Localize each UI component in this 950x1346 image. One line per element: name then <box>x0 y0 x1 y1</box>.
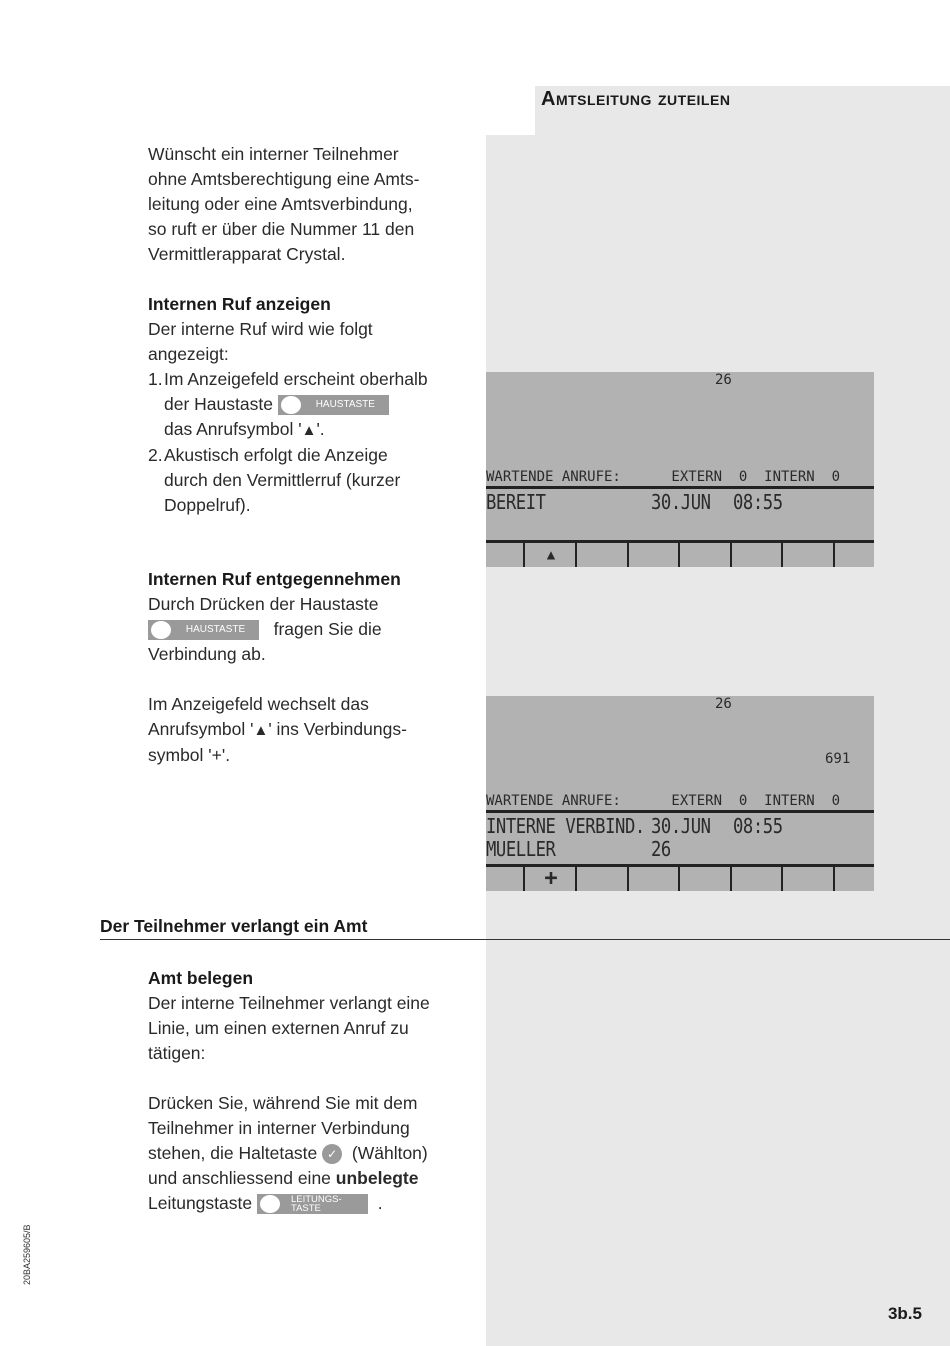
lcd-extension-number: 691 <box>825 751 851 767</box>
text-line: symbol '+'. <box>148 745 231 765</box>
softkey-divider <box>833 543 835 567</box>
text-line: Der interne Teilnehmer verlangt eine <box>148 993 430 1013</box>
key-label <box>291 1195 364 1213</box>
text-fragment: (Wählton) <box>351 1143 428 1163</box>
text-line: Linie, um einen externen Anruf zu <box>148 1018 409 1038</box>
text-line: durch den Vermittlerruf (kurzer <box>164 470 401 490</box>
text-line <box>148 1166 468 1191</box>
lcd-main-text: INTERNE VERBIND. <box>486 814 645 838</box>
intro-line: ohne Amtsberechtigung eine Amts- <box>148 169 420 189</box>
lcd-softkey-row <box>486 864 874 891</box>
text-line <box>148 717 468 743</box>
haustaste-key <box>148 620 259 640</box>
lcd-display-incoming-call <box>486 372 874 567</box>
list-item <box>148 443 468 518</box>
softkey-divider <box>730 867 732 891</box>
blank-line <box>148 667 468 692</box>
section-heading: Internen Ruf anzeigen <box>148 294 331 314</box>
key-label-line: LEITUNGS- <box>290 1194 342 1206</box>
text-line: tätigen: <box>148 1043 206 1063</box>
lcd-top-number: 26 <box>715 696 732 712</box>
text-fragment: Leitungstaste <box>148 1193 253 1213</box>
section-accept-internal-call <box>148 567 468 768</box>
bell-icon: ▲ <box>546 547 556 563</box>
text-line: Durch Drücken der Haustaste <box>148 594 379 614</box>
intro-line: so ruft er über die Nummer 11 den <box>148 219 415 239</box>
text-line: angezeigt: <box>148 344 229 364</box>
text-fragment: fragen Sie die <box>273 619 382 639</box>
section-heading: Internen Ruf entgegennehmen <box>148 569 401 589</box>
softkey-divider <box>575 867 577 891</box>
lcd-caller-number: 26 <box>651 837 671 861</box>
section-heading: Amt belegen <box>148 968 254 988</box>
bell-icon: ▲ <box>301 422 317 439</box>
intro-line: Vermittlerapparat Crystal. <box>148 244 346 264</box>
lcd-date: 30.JUN <box>651 814 711 838</box>
softkey-divider <box>833 867 835 891</box>
page-title: Amtsleitung zuteilen <box>541 88 731 110</box>
lcd-display-internal-connection <box>486 696 874 891</box>
page-number: 3b.5 <box>887 1304 922 1323</box>
text-line: Doppelruf). <box>164 495 251 515</box>
text-line: Verbindung ab. <box>148 644 266 664</box>
section-divider <box>100 939 950 940</box>
text-line: Akustisch erfolgt die Anzeige <box>164 445 388 465</box>
intro-paragraph <box>148 142 419 267</box>
key-circle <box>281 396 301 414</box>
text-line <box>164 417 468 443</box>
lcd-caller-name: MUELLER <box>486 837 556 861</box>
text-fragment: der Haustaste <box>164 394 273 414</box>
key-label: HAUSTASTE <box>185 624 246 636</box>
text-fragment: stehen, die Haltetaste <box>148 1143 318 1163</box>
lcd-softkey-row <box>486 540 874 567</box>
section-internal-call-display <box>148 292 468 518</box>
haustaste-key <box>278 395 389 415</box>
lcd-time: 08:55 <box>733 490 783 514</box>
text-fragment: und anschliessend eine <box>148 1168 331 1188</box>
lcd-status-line: WARTENDE ANRUFE: EXTERN 0 INTERN 0 <box>486 793 841 809</box>
text-line: Im Anzeigefeld erscheint oberhalb <box>164 369 428 389</box>
plus-icon: + <box>544 866 558 891</box>
list-item <box>148 367 468 443</box>
softkey-divider <box>627 867 629 891</box>
lcd-status-line: WARTENDE ANRUFE: EXTERN 0 INTERN 0 <box>486 469 841 485</box>
section-seize-line <box>148 966 468 1216</box>
document-code: 20BA259605/B <box>22 1224 32 1285</box>
lcd-date: 30.JUN <box>651 490 711 514</box>
text-line <box>148 617 468 642</box>
text-line <box>148 1141 468 1166</box>
list-number: 2. <box>148 445 163 465</box>
key-circle <box>260 1195 280 1213</box>
hold-key-icon: ✓ <box>322 1144 342 1164</box>
softkey-divider <box>627 543 629 567</box>
softkey-divider <box>575 543 577 567</box>
text-fragment: '. <box>316 419 325 439</box>
lcd-main-text: BEREIT <box>486 490 546 514</box>
softkey-divider <box>678 543 680 567</box>
softkey-divider <box>781 543 783 567</box>
text-line <box>148 1191 468 1216</box>
lcd-separator <box>486 810 874 813</box>
lcd-time: 08:55 <box>733 814 783 838</box>
softkey-divider <box>678 867 680 891</box>
text-line: Im Anzeigefeld wechselt das <box>148 694 369 714</box>
intro-line: Wünscht ein interner Teilnehmer <box>148 144 399 164</box>
softkey-divider <box>523 867 525 891</box>
lcd-top-number: 26 <box>715 372 732 388</box>
text-line: Der interne Ruf wird wie folgt <box>148 319 373 339</box>
softkey-divider <box>781 867 783 891</box>
text-fragment: das Anrufsymbol ' <box>164 419 302 439</box>
bell-icon: ▲ <box>253 722 269 739</box>
text-line <box>164 392 468 417</box>
intro-line: leitung oder eine Amtsverbindung, <box>148 194 413 214</box>
text-line: Teilnehmer in interner Verbindung <box>148 1118 410 1138</box>
text-fragment: . <box>377 1193 383 1213</box>
key-label-line: TASTE <box>290 1203 321 1215</box>
softkey-divider <box>730 543 732 567</box>
blank-line <box>148 1066 468 1091</box>
text-line: Drücken Sie, während Sie mit dem <box>148 1093 418 1113</box>
emphasis: unbelegte <box>335 1168 419 1188</box>
key-label: HAUSTASTE <box>315 399 375 411</box>
leitungstaste-key <box>257 1194 368 1214</box>
text-fragment: Anrufsymbol ' <box>148 719 254 739</box>
key-circle <box>151 621 171 639</box>
softkey-divider <box>523 543 525 567</box>
text-fragment: ' ins Verbindungs- <box>268 719 407 739</box>
lcd-separator <box>486 486 874 489</box>
list-number: 1. <box>148 369 163 389</box>
section-title: Der Teilnehmer verlangt ein Amt <box>100 916 368 936</box>
